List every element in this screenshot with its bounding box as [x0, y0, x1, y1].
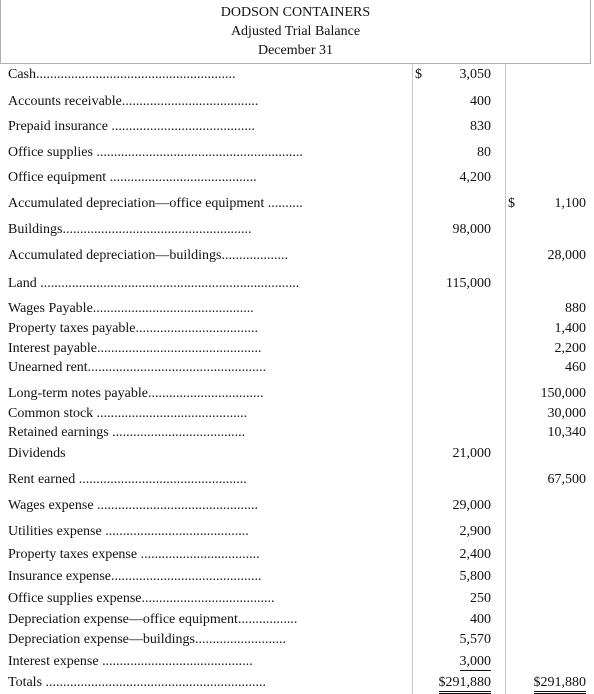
- debit-cell: [415, 629, 491, 651]
- table-row: [0, 443, 594, 465]
- table-row: [0, 609, 594, 631]
- account-name: Prepaid insurance .........................................: [8, 119, 255, 134]
- table-row: [0, 651, 594, 673]
- debit-amount: 2,900: [459, 524, 491, 539]
- table-row: [0, 588, 594, 610]
- table-row: [0, 495, 594, 517]
- table-row: [0, 422, 594, 444]
- table-row: [0, 273, 594, 295]
- credit-amount: 67,500: [547, 472, 586, 487]
- account-name: Wages Payable..............................................: [8, 301, 254, 316]
- credit-dollar-sign: $: [508, 196, 515, 211]
- table-row: [0, 521, 594, 543]
- debit-cell: [415, 116, 491, 138]
- credit-cell: [508, 422, 586, 444]
- account-name: Office supplies expense......................................: [8, 591, 275, 606]
- account-name: Office equipment ..........................................: [8, 170, 257, 185]
- account-name: Accumulated depreciation—buildings...................: [8, 248, 288, 263]
- credit-cell: [508, 298, 586, 320]
- credit-amount: 880: [565, 301, 586, 316]
- debit-cell: [415, 609, 491, 631]
- account-name: Cash.........................................................: [8, 67, 236, 82]
- credit-amount: 150,000: [540, 386, 586, 401]
- table-row: [0, 672, 594, 694]
- credit-cell: [508, 383, 586, 405]
- account-name: Accumulated depreciation—office equipment ..........: [8, 196, 303, 211]
- debit-cell: [415, 443, 491, 465]
- account-name: Rent earned ................................................: [8, 472, 247, 487]
- account-name: Depreciation expense—office equipment.................: [8, 612, 298, 627]
- table-row: [0, 245, 594, 267]
- table-row: [0, 544, 594, 566]
- account-name: Common stock ...........................................: [8, 406, 248, 421]
- report-header: [0, 0, 591, 64]
- debit-dollar-sign: $: [415, 67, 422, 82]
- credit-cell: [508, 357, 586, 379]
- debit-cell: [415, 544, 491, 566]
- account-name: Long-term notes payable.................................: [8, 386, 264, 401]
- table-row: [0, 219, 594, 241]
- table-row: [0, 116, 594, 138]
- debit-amount: 3,050: [459, 67, 491, 82]
- debit-amount: 29,000: [452, 498, 491, 513]
- table-row: [0, 469, 594, 491]
- debit-cell: [415, 651, 491, 673]
- credit-amount: $291,880: [534, 674, 587, 694]
- report-title: Adjusted Trial Balance: [230, 24, 361, 39]
- account-name: Interest payable...............................................: [8, 341, 262, 356]
- credit-cell: [508, 193, 586, 215]
- debit-amount: 5,800: [459, 569, 491, 584]
- account-name: Property taxes payable...................................: [8, 321, 259, 336]
- debit-amount: 5,570: [459, 632, 491, 647]
- debit-cell: [415, 64, 491, 86]
- debit-amount: 3,000: [459, 654, 491, 669]
- credit-amount: 28,000: [547, 248, 586, 263]
- debit-cell: [415, 219, 491, 241]
- credit-amount: 2,200: [554, 341, 586, 356]
- account-name: Dividends: [8, 446, 66, 461]
- debit-amount: 2,400: [459, 547, 491, 562]
- account-name: Property taxes expense ..................................: [8, 547, 260, 562]
- table-row: [0, 318, 594, 340]
- credit-cell: [508, 245, 586, 267]
- table-row: [0, 629, 594, 651]
- account-name: Retained earnings ......................................: [8, 425, 246, 440]
- debit-amount: 400: [470, 94, 491, 109]
- credit-amount: 1,400: [554, 321, 586, 336]
- account-name: Interest expense ...........................................: [8, 654, 253, 669]
- debit-cell: [415, 273, 491, 295]
- table-row: [0, 357, 594, 379]
- credit-amount: 10,340: [547, 425, 586, 440]
- report-date: December 31: [257, 43, 334, 58]
- credit-amount: 30,000: [547, 406, 586, 421]
- debit-amount: 21,000: [452, 446, 491, 461]
- debit-cell: [415, 142, 491, 164]
- debit-amount: 400: [470, 612, 491, 627]
- table-row: [0, 142, 594, 164]
- debit-cell: [415, 588, 491, 610]
- table-row: [0, 167, 594, 189]
- table-row: [0, 193, 594, 215]
- debit-cell: [415, 167, 491, 189]
- debit-amount: 4,200: [459, 170, 491, 185]
- credit-cell: [508, 469, 586, 491]
- debit-amount: $291,880: [439, 674, 492, 694]
- table-row: [0, 566, 594, 588]
- table-row: [0, 91, 594, 113]
- account-name: Insurance expense...........................................: [8, 569, 262, 584]
- account-name: Wages expense ..............................................: [8, 498, 259, 513]
- debit-amount: 250: [470, 591, 491, 606]
- account-name: Land ..........................................................................: [8, 276, 300, 291]
- debit-cell: [415, 521, 491, 543]
- debit-cell: [415, 566, 491, 588]
- account-name: Utilities expense .........................................: [8, 524, 249, 539]
- table-row: [0, 383, 594, 405]
- table-row: [0, 298, 594, 320]
- debit-amount: 98,000: [452, 222, 491, 237]
- credit-amount: 460: [565, 360, 586, 375]
- credit-cell: [508, 672, 586, 694]
- debit-cell: [415, 91, 491, 113]
- account-name: Totals ...............................................................: [8, 675, 267, 690]
- company-name: DODSON CONTAINERS: [220, 5, 371, 20]
- debit-cell: [415, 672, 491, 694]
- account-name: Accounts receivable.......................................: [8, 94, 259, 109]
- account-name: Buildings......................................................: [8, 222, 252, 237]
- credit-amount: 1,100: [554, 196, 586, 211]
- account-name: Depreciation expense—buildings..........................: [8, 632, 287, 647]
- debit-amount: 115,000: [446, 276, 491, 291]
- debit-amount: 80: [477, 145, 491, 160]
- table-row: [0, 64, 594, 86]
- debit-amount: 830: [470, 119, 491, 134]
- account-name: Office supplies ...........................................................: [8, 145, 303, 160]
- debit-cell: [415, 495, 491, 517]
- account-name: Unearned rent...................................................: [8, 360, 267, 375]
- credit-cell: [508, 318, 586, 340]
